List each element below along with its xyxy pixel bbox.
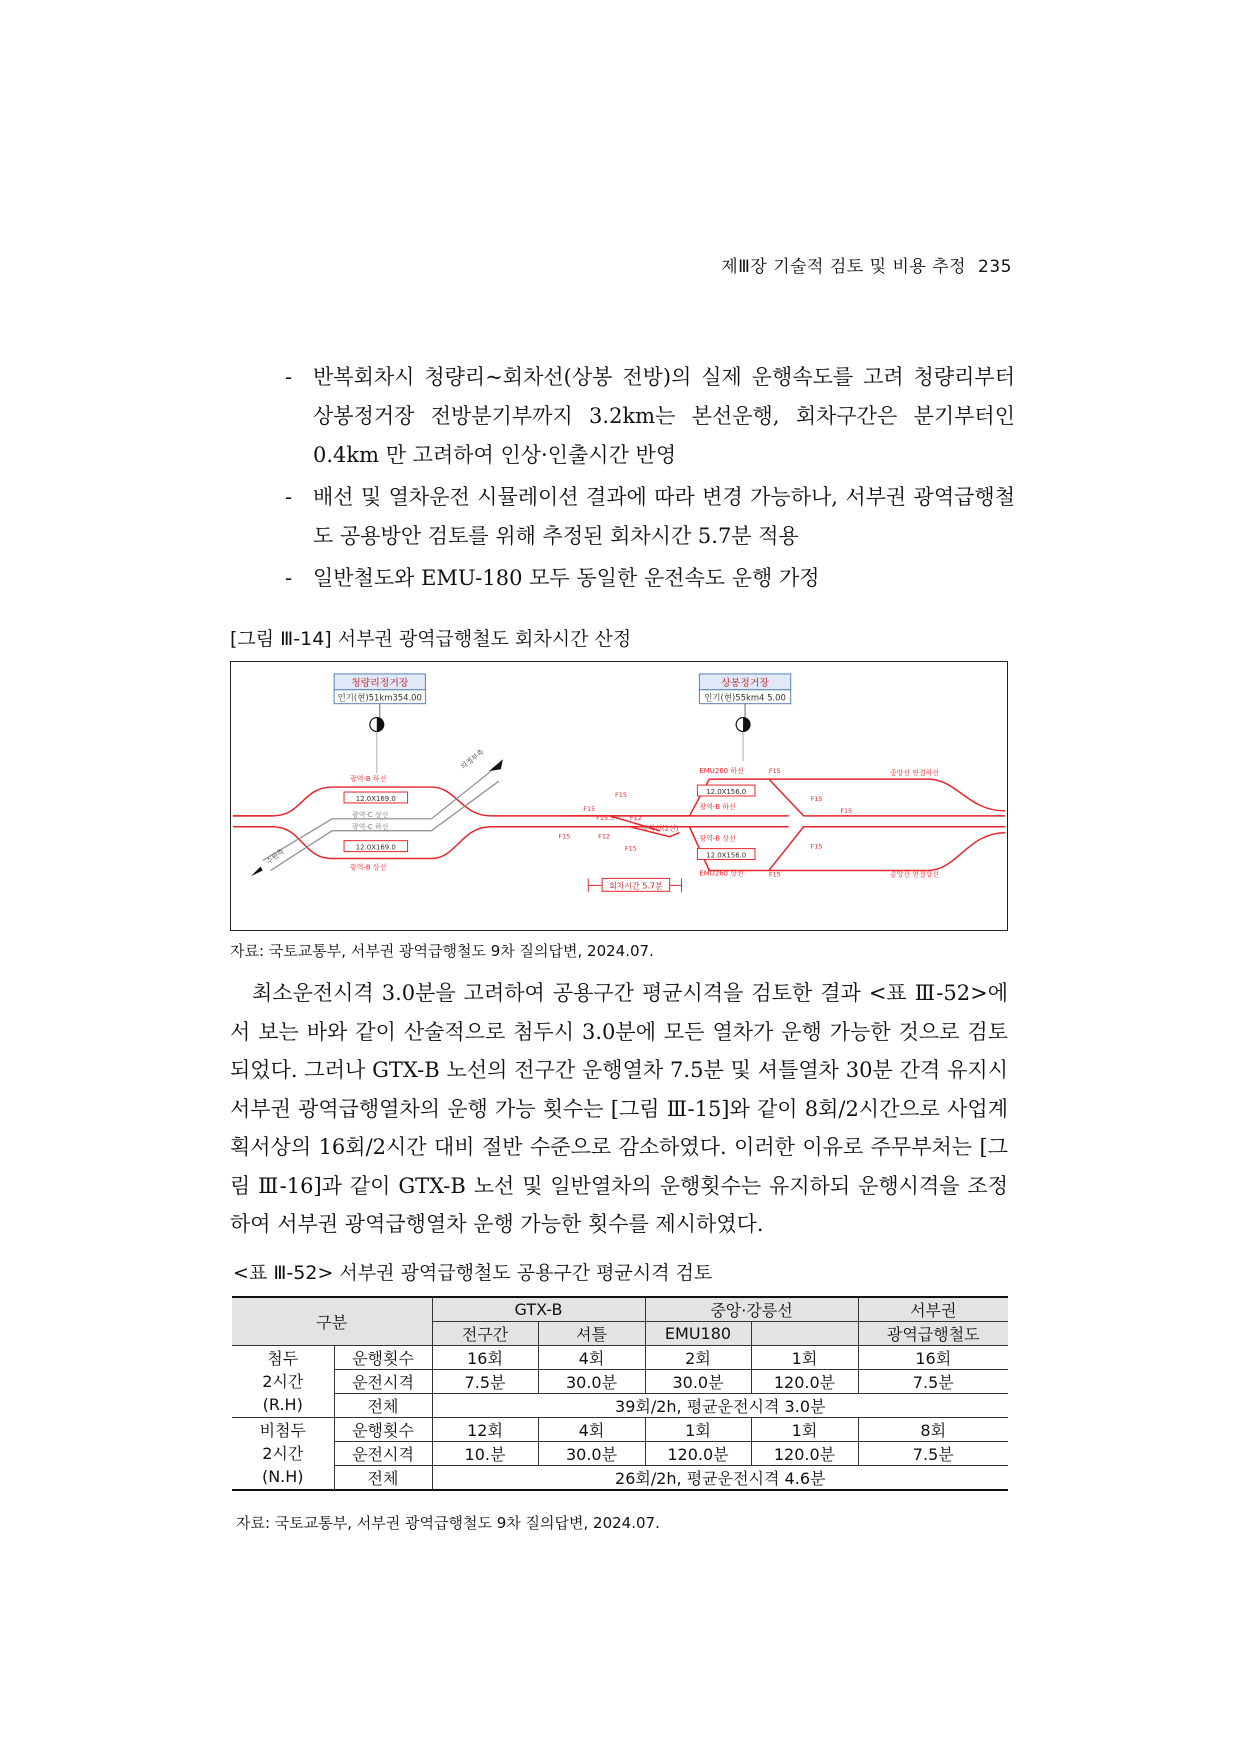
- track-label: 광역-B 상선: [699, 834, 736, 843]
- row-label: 운행횟수: [334, 1346, 432, 1370]
- table-row: [232, 1442, 1008, 1466]
- track-length: 12.0X156.0: [706, 788, 747, 797]
- bullet-text: 반복회차시 청량리~회차선(상봉 전방)의 실제 운행속도를 고려 청량리부터 상봉정거장 전방분기부까지 3.2km는 본선운행, 회차구간은 분기부터인 0.4km 만 고려하여 인상·인출시간 반영: [313, 365, 1015, 467]
- track-label: 중앙선 연결상선: [889, 870, 940, 879]
- gray-tracks: [263, 771, 499, 870]
- bullet-list: [285, 358, 1015, 601]
- page-number: 235: [978, 257, 1012, 277]
- station-km: 인기(현)51km354.00: [337, 692, 422, 703]
- svg-text:F15: F15: [840, 806, 853, 815]
- turnaround-time-label: 회차시간 5.7분: [609, 881, 663, 891]
- table-cell: 30.0분: [645, 1370, 751, 1394]
- turnaround-dimension: [588, 878, 681, 892]
- bullet-marker: -: [285, 365, 293, 389]
- track-label: EMU260 하선: [699, 767, 744, 776]
- station-symbol-icon: [370, 718, 384, 774]
- headway-table: [232, 1296, 1008, 1491]
- svg-text:F12: F12: [598, 832, 611, 841]
- table-cell: 120.0분: [751, 1370, 858, 1394]
- header-cell: [751, 1322, 858, 1346]
- table-cell: 16회: [432, 1346, 538, 1370]
- track-label: 중앙선 연결하선: [889, 769, 940, 778]
- bullet-item: [285, 478, 1015, 556]
- svg-text:F15: F15: [768, 767, 781, 776]
- bullet-marker: -: [285, 485, 293, 509]
- paragraph-text: 최소운전시격 3.0분을 고려하여 공용구간 평균시격을 검토한 결과 <표 Ⅲ-52>에서 보는 바와 같이 산술적으로 첨두시 3.0분에 모든 열차가 운행 가능한 것으로 검토되었다. 그러나 GTX-B 노선의 전구간 운행열차 7.5분 및 셔틀열차 30분 간격 유지시 서부권 광역급행열차의 운행 가능 횟수는 [그림 Ⅲ-15]와 같이 8회/2시간으로 사업계획서상의 16회/2시간 대비 절반 수준으로 감소하였다. 이러한 이유로 주무부처는 [그림 Ⅲ-16]과 같이 GTX-B 노선 및 일반열차의 운행횟수는 유지하되 운행시격을 조정하여 서부권 광역급행열차 운행 가능한 횟수를 제시하였다.: [230, 981, 1008, 1236]
- table-total-cell: 39회/2h, 평균운전시격 3.0분: [432, 1394, 1008, 1418]
- table-cell: 16회: [858, 1346, 1008, 1370]
- station-km: 인기(현)55km4 5.00: [704, 692, 786, 703]
- table-row: [232, 1418, 1008, 1442]
- station-symbol-icon: [736, 718, 750, 762]
- svg-text:F15: F15: [558, 832, 571, 841]
- svg-text:F15.5: F15.5: [596, 813, 615, 822]
- header-cell: 중앙·강릉선: [645, 1297, 858, 1322]
- row-group-label: 첨두 2시간 (R.H): [232, 1346, 334, 1418]
- track-label: 광역-C 상선: [351, 810, 389, 819]
- track-label: 광역-B 하선: [350, 775, 387, 784]
- direction-arrow-icon: [251, 846, 286, 876]
- bullet-text: 일반철도와 EMU-180 모두 동일한 운전속도 운행 가정: [313, 566, 820, 590]
- row-label: 운전시격: [334, 1442, 432, 1466]
- track-label: EMU260 상선: [699, 869, 744, 878]
- table-cell: 7.5분: [432, 1370, 538, 1394]
- row-label: 전체: [334, 1394, 432, 1418]
- station-name: 청량리정거장: [351, 677, 409, 689]
- header-cell: 서부권: [858, 1297, 1008, 1322]
- svg-text:F15: F15: [615, 790, 627, 799]
- direction-label: 의정부측: [459, 747, 486, 771]
- svg-text:F15: F15: [810, 794, 823, 803]
- running-header: [721, 252, 1012, 277]
- header-cell: 구분: [232, 1297, 432, 1346]
- station-box-cheongnyangni: [334, 674, 425, 718]
- station-name: 상봉정거장: [721, 677, 769, 689]
- direction-arrow-icon: [459, 747, 503, 771]
- bullet-item: [285, 559, 1015, 598]
- figure-source: 자료: 국토교통부, 서부권 광역급행철도 9차 질의답변, 2024.07.: [230, 942, 654, 960]
- table-cell: 30.0분: [538, 1370, 645, 1394]
- table-cell: 1회: [645, 1418, 751, 1442]
- table-cell: 1회: [751, 1418, 858, 1442]
- bullet-text: 배선 및 열차운전 시뮬레이션 결과에 따라 변경 가능하나, 서부권 광역급행철도 공용방안 검토를 위해 추정된 회차시간 5.7분 적용: [313, 485, 1015, 548]
- table-total-cell: 26회/2h, 평균운전시격 4.6분: [432, 1466, 1008, 1491]
- table-caption: <표 Ⅲ-52> 서부권 광역급행철도 공용구간 평균시격 검토: [233, 1262, 713, 1284]
- svg-text:F15: F15: [768, 870, 781, 879]
- table-cell: 8회: [858, 1418, 1008, 1442]
- station-box-sangbong: [699, 674, 790, 718]
- track-label: 광역-C 하선: [351, 822, 389, 831]
- track-length: 12.0X156.0: [706, 851, 747, 860]
- table-row: [232, 1346, 1008, 1370]
- track-label: 반복선(2선): [641, 824, 679, 833]
- table-cell: 10.분: [432, 1442, 538, 1466]
- table-source: 자료: 국토교통부, 서부권 광역급행철도 9차 질의답변, 2024.07.: [236, 1514, 660, 1532]
- bullet-marker: -: [285, 566, 293, 590]
- table-cell: 120.0분: [751, 1442, 858, 1466]
- table-cell: 2회: [645, 1346, 751, 1370]
- body-paragraph: [230, 974, 1008, 1244]
- header-cell: 전구간: [432, 1322, 538, 1346]
- row-label: 운전시격: [334, 1370, 432, 1394]
- svg-text:F15: F15: [583, 804, 596, 813]
- svg-text:F12: F12: [629, 813, 642, 822]
- table-cell: 1회: [751, 1346, 858, 1370]
- table-cell: 4회: [538, 1346, 645, 1370]
- track-length: 12.0X169.0: [355, 843, 396, 852]
- svg-text:F15: F15: [810, 842, 823, 851]
- table-cell: 30.0분: [538, 1442, 645, 1466]
- header-cell: 셔틀: [538, 1322, 645, 1346]
- table-cell: 7.5분: [858, 1370, 1008, 1394]
- table-row: [232, 1394, 1008, 1418]
- row-group-label: 비첨두 2시간 (N.H): [232, 1418, 334, 1491]
- direction-label: 수원측: [264, 847, 286, 867]
- header-cell: GTX-B: [432, 1297, 645, 1322]
- table-cell: 4회: [538, 1418, 645, 1442]
- figure-caption: [그림 Ⅲ-14] 서부권 광역급행철도 회차시간 산정: [230, 628, 632, 650]
- table-row: [232, 1370, 1008, 1394]
- table-cell: 7.5분: [858, 1442, 1008, 1466]
- header-cell: EMU180: [645, 1322, 751, 1346]
- table-header-row: [232, 1297, 1008, 1322]
- row-label: 운행횟수: [334, 1418, 432, 1442]
- track-diagram: [230, 661, 1008, 931]
- header-cell: 광역급행철도: [858, 1322, 1008, 1346]
- bullet-item: [285, 358, 1015, 475]
- track-length: 12.0X169.0: [355, 794, 396, 803]
- table-cell: 120.0분: [645, 1442, 751, 1466]
- table-cell: 12회: [432, 1418, 538, 1442]
- svg-text:F15: F15: [624, 844, 637, 853]
- table-row: [232, 1466, 1008, 1491]
- track-label: 광역-B 상선: [350, 863, 387, 872]
- chapter-title: 제Ⅲ장 기술적 검토 및 비용 추정: [721, 257, 967, 277]
- track-label: 광역-B 하선: [699, 802, 736, 811]
- row-label: 전체: [334, 1466, 432, 1491]
